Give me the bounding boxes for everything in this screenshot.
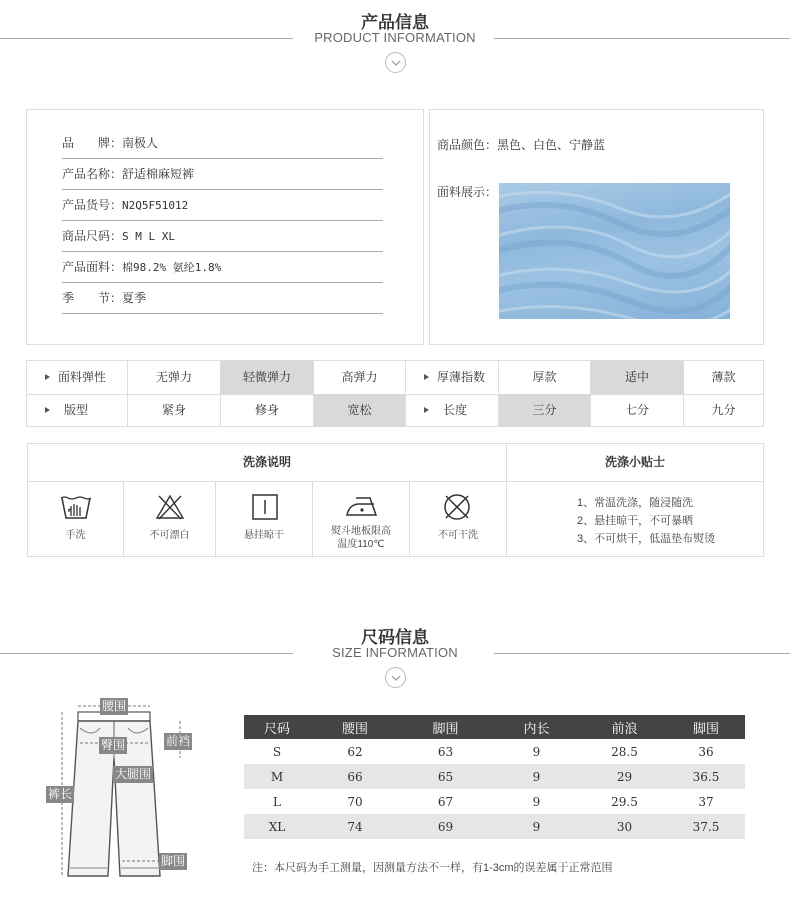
attr-opt: 高弹力 — [314, 361, 406, 394]
attr-head-fit: 版型 — [27, 394, 128, 427]
attr-opt: 无弹力 — [128, 361, 221, 394]
chevron-down-icon[interactable] — [385, 52, 406, 73]
col-header: 腰围 — [310, 715, 400, 739]
size-table-header — [244, 715, 745, 739]
attr-opt-selected: 轻微弹力 — [221, 361, 314, 394]
brand-value: 南极人 — [122, 136, 159, 150]
sku-value: N2Q5F51012 — [122, 199, 189, 212]
triangle-right-icon — [424, 407, 429, 413]
divider-left — [0, 653, 293, 654]
triangle-right-icon — [424, 374, 429, 380]
attr-opt: 紧身 — [128, 394, 221, 427]
material-value: 棉98.2% 氨纶1.8% — [122, 261, 222, 274]
info-row-name: 产品名称：舒适棉麻短裤 — [62, 159, 383, 190]
wash-item-no-bleach: 不可漂白 — [124, 482, 216, 557]
wash-table — [27, 443, 764, 557]
divider-left — [0, 38, 293, 39]
size-section-subtitle: SIZE INFORMATION — [332, 645, 458, 660]
attr-opt: 七分 — [591, 394, 684, 427]
diagram-label-hem: 脚围 — [161, 854, 186, 868]
attr-opt-selected: 适中 — [591, 361, 684, 394]
pants-diagram — [40, 698, 200, 883]
attr-opt: 九分 — [711, 403, 736, 417]
attr-head-elasticity: 面料弹性 — [27, 361, 128, 394]
info-row-size: 商品尺码：S M L XL — [62, 221, 383, 252]
attr-head-thickness: 厚薄指数 — [406, 361, 499, 394]
wash-item-no-dry-clean: 不可干洗 — [410, 482, 506, 557]
divider-right — [494, 653, 790, 654]
attr-opt-selected: 宽松 — [314, 394, 406, 427]
attribute-table — [26, 360, 764, 427]
info-row-material: 产品面料：棉98.2% 氨纶1.8% — [62, 252, 383, 283]
wash-instructions-title: 洗涤说明 — [242, 455, 291, 469]
table-row: S 62 63 9 28.5 36 — [272, 744, 714, 759]
season-value: 夏季 — [122, 291, 147, 305]
attr-opt: 薄款 — [711, 370, 736, 384]
triangle-right-icon — [45, 407, 50, 413]
hang-dry-icon — [251, 493, 279, 521]
info-row-season: 季 节：夏季 — [62, 283, 383, 314]
size-note: 注：本尺码为手工测量，因测量方法不一样，有1-3cm的误差属于正常范围 — [252, 862, 613, 874]
diagram-label-thigh: 大腿围 — [115, 767, 152, 781]
col-header: 前浪 — [582, 715, 667, 739]
wash-tips-title: 洗涤小贴士 — [604, 455, 665, 469]
product-name-value: 舒适棉麻短裤 — [122, 167, 195, 181]
no-dry-clean-icon — [442, 492, 472, 522]
attr-opt: 厚款 — [499, 361, 591, 394]
attr-opt: 修身 — [221, 394, 314, 427]
diagram-label-hip: 臀围 — [101, 738, 126, 752]
diagram-label-waist: 腰围 — [102, 699, 127, 713]
table-row: M 66 65 9 29 36.5 — [244, 764, 745, 789]
col-header: 尺码 — [244, 715, 310, 739]
iron-icon — [344, 493, 380, 519]
color-value: 黑色、白色、宁静蓝 — [497, 138, 606, 152]
product-info-box — [26, 109, 424, 345]
product-section-title: 产品信息 — [361, 13, 429, 32]
no-bleach-icon — [155, 494, 185, 520]
info-row-sku: 产品货号：N2Q5F51012 — [62, 190, 383, 221]
divider-right — [494, 38, 790, 39]
wash-tip: 2、悬挂晾干，不可暴晒 — [577, 515, 694, 527]
fabric-swatch-image — [499, 183, 730, 319]
wash-tip: 3、不可烘干，低温垫布熨烫 — [577, 533, 716, 545]
col-header: 脚围 — [400, 715, 491, 739]
table-row: L 70 67 9 29.5 37 — [273, 794, 714, 809]
col-header: 内长 — [491, 715, 582, 739]
wash-item-hand: 手洗 — [28, 482, 124, 557]
color-row: 商品颜色：黑色、白色、宁静蓝 — [437, 138, 606, 152]
table-row: XL 74 69 9 30 37.5 — [244, 814, 745, 839]
info-row-brand: 品 牌：南极人 — [62, 128, 383, 159]
attr-opt-selected: 三分 — [499, 394, 591, 427]
wash-tip: 1、常温洗涤，随浸随洗 — [577, 497, 694, 509]
product-section-subtitle: PRODUCT INFORMATION — [314, 30, 476, 45]
wash-item-hang-dry: 悬挂晾干 — [216, 482, 313, 557]
attr-head-length: 长度 — [406, 394, 499, 427]
wash-item-iron: 熨斗地板限高 温度110℃ — [313, 482, 410, 557]
size-section-title: 尺码信息 — [361, 628, 429, 647]
size-table — [244, 715, 745, 839]
hand-wash-icon — [59, 494, 93, 520]
diagram-label-length: 裤长 — [48, 787, 73, 801]
col-header: 脚围 — [667, 715, 745, 739]
size-value: S M L XL — [122, 230, 175, 243]
chevron-down-icon[interactable] — [385, 667, 406, 688]
diagram-label-front-rise: 前裆 — [166, 734, 191, 748]
triangle-right-icon — [45, 374, 50, 380]
wash-tips-list — [577, 494, 715, 548]
fabric-label: 面料展示： — [437, 185, 498, 199]
